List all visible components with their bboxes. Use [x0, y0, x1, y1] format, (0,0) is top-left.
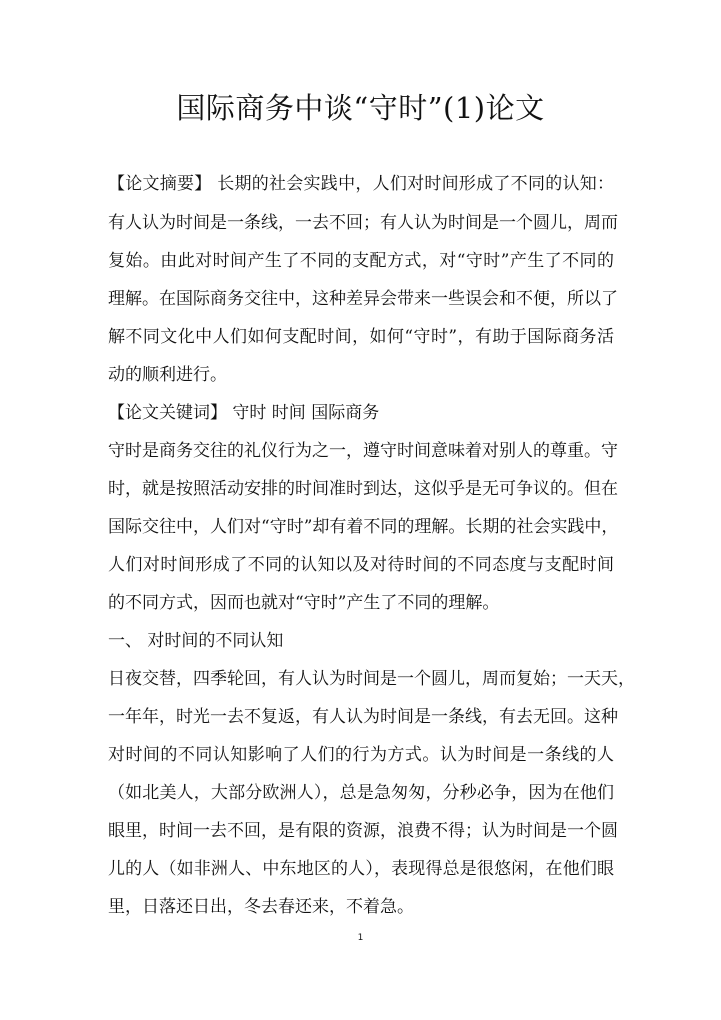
abstract-line-5: 解不同文化中人们如何支配时间，如何“守时”，有助于国际商务活 [108, 327, 614, 347]
abstract-line-1: 【论文摘要】 长期的社会实践中，人们对时间形成了不同的认知： [108, 174, 614, 194]
section-line-2: 一年年，时光一去不复返，有人认为时间是一条线，有去无回。这种 [108, 707, 618, 727]
abstract-line-2: 有人认为时间是一条线，一去不回；有人认为时间是一个圆儿，周而 [108, 213, 618, 233]
section-line-3: 对时间的不同认知影响了人们的行为方式。认为时间是一条线的人 [108, 745, 614, 765]
body-line-2: 时，就是按照活动安排的时间准时到达，这似乎是无可争议的。但在 [108, 479, 618, 499]
document-title: 国际商务中谈“守时”(1)论文 [176, 91, 545, 125]
section-line-5: 眼里，时间一去不回，是有限的资源，浪费不得；认为时间是一个圆 [108, 821, 618, 841]
section-line-6: 儿的人（如非洲人、中东地区的人），表现得总是很悠闲，在他们眼 [108, 859, 614, 879]
abstract-line-3: 复始。由此对时间产生了不同的支配方式，对“守时”产生了不同的 [108, 251, 614, 271]
section-heading-1: 一、 对时间的不同认知 [108, 631, 284, 651]
section-line-7: 里，日落还日出，冬去春还来，不着急。 [108, 897, 414, 917]
page-number: 1 [357, 933, 364, 943]
body-line-4: 人们对时间形成了不同的认知以及对待时间的不同态度与支配时间 [108, 555, 614, 575]
body-line-3: 国际交往中，人们对“守时”却有着不同的理解。长期的社会实践中， [108, 517, 619, 537]
abstract-line-4: 理解。在国际商务交往中，这种差异会带来一些误会和不便，所以了 [108, 289, 618, 309]
section-line-1: 日夜交替，四季轮回，有人认为时间是一个圆儿，周而复始；一天天， [108, 669, 635, 689]
section-line-4: （如北美人，大部分欧洲人），总是急匆匆，分秒必争，因为在他们 [108, 783, 614, 803]
abstract-line-6: 动的顺利进行。 [108, 365, 227, 385]
keywords-line: 【论文关键词】 守时 时间 国际商务 [108, 403, 380, 423]
body-line-5: 的不同方式，因而也就对“守时”产生了不同的理解。 [108, 593, 500, 613]
body-line-1: 守时是商务交往的礼仪行为之一，遵守时间意味着对别人的尊重。守 [108, 441, 618, 461]
